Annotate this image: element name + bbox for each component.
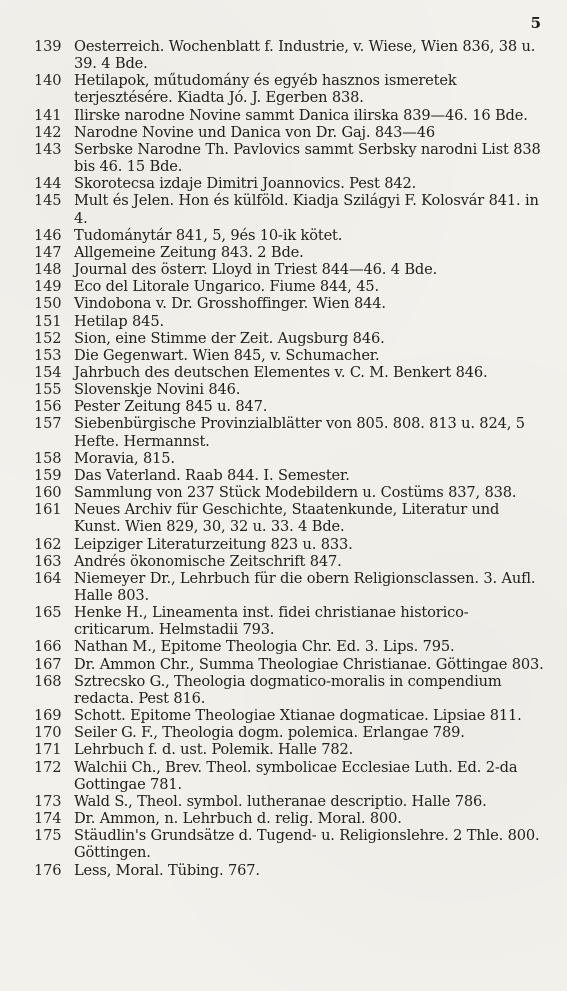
entry-number: 155 — [34, 381, 62, 399]
entry-text: Leipziger Literaturzeitung 823 u. 833. — [74, 535, 353, 553]
entry-text: Tudománytár 841, 5, 9és 10-ik kötet. — [74, 226, 343, 244]
catalog-entry — [34, 484, 550, 501]
catalog-entry — [34, 398, 550, 415]
catalog-entry — [34, 295, 550, 312]
entry-number: 161 — [34, 501, 62, 519]
catalog-entry — [34, 862, 550, 879]
entry-text: Henke H., Lineamenta inst. fidei christianae historico-criticarum. Helmstadii 793. — [74, 604, 469, 639]
catalog-entry — [34, 553, 550, 570]
entry-number: 152 — [34, 329, 62, 347]
catalog-entry — [34, 467, 550, 484]
entry-number: 156 — [34, 398, 62, 416]
entry-text: Dr. Ammon Chr., Summa Theologiae Christianae. Göttingae 803. — [74, 655, 544, 673]
catalog-entry — [34, 261, 550, 278]
entry-number: 149 — [34, 278, 62, 296]
entry-text: Neues Archiv für Geschichte, Staatenkunde, Literatur und Kunst. Wien 829, 30, 32 u. 33. 4 Bde. — [74, 501, 500, 536]
catalog-entry — [34, 741, 550, 758]
catalog-entry — [34, 415, 550, 449]
entry-text: Slovenskje Novini 846. — [74, 381, 241, 399]
entry-text: Hetilap 845. — [74, 312, 164, 330]
entry-text: Niemeyer Dr., Lehrbuch für die obern Religionsclassen. 3. Aufl. Halle 803. — [74, 569, 536, 604]
entry-text: Die Gegenwart. Wien 845, v. Schumacher. — [74, 346, 380, 364]
catalog-entry — [34, 124, 550, 141]
entry-number: 145 — [34, 192, 62, 210]
entry-text: Mult és Jelen. Hon és külföld. Kiadja Szilágyi F. Kolosvár 841. in 4. — [74, 192, 539, 227]
entry-text: Hetilapok, műtudomány és egyéb hasznos ismeretek terjesztésére. Kiadta Jó. J. Egerben 838. — [74, 72, 457, 107]
catalog-entry — [34, 278, 550, 295]
entry-text: Vindobona v. Dr. Grosshoffinger. Wien 844. — [74, 295, 386, 313]
catalog-entry — [34, 638, 550, 655]
entry-number: 142 — [34, 123, 62, 141]
entry-number: 151 — [34, 312, 62, 330]
catalog-entry — [34, 364, 550, 381]
entry-number: 158 — [34, 449, 62, 467]
entry-text: Sammlung von 237 Stück Modebildern u. Costüms 837, 838. — [74, 484, 517, 502]
catalog-entry — [34, 604, 550, 638]
entry-text: Oesterreich. Wochenblatt f. Industrie, v. Wiese, Wien 836, 38 u. 39. 4 Bde. — [74, 38, 536, 73]
entry-number: 176 — [34, 861, 62, 879]
catalog-entry — [34, 724, 550, 741]
catalog-entry — [34, 501, 550, 535]
entry-number: 162 — [34, 535, 62, 553]
entry-number: 160 — [34, 484, 62, 502]
catalog-entry — [34, 570, 550, 604]
entry-text: Walchii Ch., Brev. Theol. symbolicae Ecclesiae Luth. Ed. 2-da Gottingae 781. — [74, 758, 518, 793]
catalog-entry — [34, 450, 550, 467]
entry-text: Lehrbuch f. d. ust. Polemik. Halle 782. — [74, 741, 354, 759]
catalog-entry — [34, 175, 550, 192]
catalog-entry — [34, 72, 550, 106]
catalog-entry — [34, 192, 550, 226]
entry-text: Sztrecsko G., Theologia dogmatico-moralis in compendium redacta. Pest 816. — [74, 672, 502, 707]
catalog-entry — [34, 313, 550, 330]
page-number: 5 — [530, 14, 541, 32]
entry-text: Andrés ökonomische Zeitschrift 847. — [74, 552, 342, 570]
entry-number: 141 — [34, 106, 62, 124]
entry-number: 153 — [34, 346, 62, 364]
entry-number: 168 — [34, 672, 62, 690]
catalog-entry — [34, 536, 550, 553]
entry-text: Dr. Ammon, n. Lehrbuch d. relig. Moral. 800. — [74, 810, 402, 828]
entry-number: 173 — [34, 792, 62, 810]
catalog-entry — [34, 707, 550, 724]
catalog-entry — [34, 38, 550, 72]
entry-text: Moravia, 815. — [74, 449, 175, 467]
entry-text: Skorotecsa izdaje Dimitri Joannovics. Pest 842. — [74, 175, 417, 193]
catalog-entry — [34, 793, 550, 810]
entry-text: Wald S., Theol. symbol. lutheranae descriptio. Halle 786. — [74, 792, 487, 810]
entry-number: 170 — [34, 724, 62, 742]
catalog-entry — [34, 347, 550, 364]
catalog-entry — [34, 330, 550, 347]
entry-text: Schott. Epitome Theologiae Xtianae dogmaticae. Lipsiae 811. — [74, 707, 522, 725]
entry-text: Ilirske narodne Novine sammt Danica ilirska 839—46. 16 Bde. — [74, 106, 528, 124]
entry-text: Stäudlin's Grundsätze d. Tugend- u. Religionslehre. 2 Thle. 800. Göttingen. — [74, 827, 540, 862]
entry-number: 154 — [34, 363, 62, 381]
entry-number: 139 — [34, 38, 62, 55]
catalog-entry — [34, 759, 550, 793]
entry-number: 166 — [34, 638, 62, 656]
entry-text: Seiler G. F., Theologia dogm. polemica. Erlangae 789. — [74, 724, 465, 742]
entry-number: 169 — [34, 707, 62, 725]
entry-number: 157 — [34, 415, 62, 433]
catalog-entry — [34, 141, 550, 175]
entry-number: 144 — [34, 175, 62, 193]
entry-text: Eco del Litorale Ungarico. Fiume 844, 45. — [74, 278, 380, 296]
entry-number: 175 — [34, 827, 62, 845]
entry-text: Narodne Novine und Danica von Dr. Gaj. 843—46 — [74, 123, 436, 141]
entry-text: Siebenbürgische Provinzialblätter von 805. 808. 813 u. 824, 5 Hefte. Hermannst. — [74, 415, 525, 450]
entry-number: 150 — [34, 295, 62, 313]
catalog-entry — [34, 227, 550, 244]
catalog-entry-list — [34, 38, 550, 879]
catalog-entry — [34, 810, 550, 827]
entry-number: 172 — [34, 758, 62, 776]
entry-number: 143 — [34, 140, 62, 158]
entry-number: 148 — [34, 261, 62, 279]
entry-number: 167 — [34, 655, 62, 673]
entry-text: Serbske Narodne Th. Pavlovics sammt Serbsky narodni List 838 bis 46. 15 Bde. — [74, 140, 541, 176]
entry-text: Sion, eine Stimme der Zeit. Augsburg 846. — [74, 329, 385, 347]
entry-text: Jahrbuch des deutschen Elementes v. C. M. Benkert 846. — [74, 363, 488, 381]
entry-number: 147 — [34, 243, 62, 261]
catalog-entry — [34, 827, 550, 861]
entry-text: Nathan M., Epitome Theologia Chr. Ed. 3. Lips. 795. — [74, 638, 455, 656]
entry-text: Allgemeine Zeitung 843. 2 Bde. — [74, 243, 304, 261]
entry-text: Less, Moral. Tübing. 767. — [74, 861, 260, 879]
entry-number: 165 — [34, 604, 62, 622]
entry-text: Pester Zeitung 845 u. 847. — [74, 398, 268, 416]
entry-number: 174 — [34, 810, 62, 828]
catalog-entry — [34, 656, 550, 673]
entry-text: Das Vaterland. Raab 844. I. Semester. — [74, 466, 350, 484]
catalog-entry — [34, 673, 550, 707]
catalog-entry — [34, 381, 550, 398]
entry-number: 159 — [34, 466, 62, 484]
catalog-entry — [34, 107, 550, 124]
entry-number: 163 — [34, 552, 62, 570]
entry-number: 146 — [34, 226, 62, 244]
entry-text: Journal des österr. Lloyd in Triest 844—46. 4 Bde. — [74, 261, 438, 279]
entry-number: 140 — [34, 72, 62, 90]
entry-number: 171 — [34, 741, 62, 759]
catalog-entry — [34, 244, 550, 261]
entry-number: 164 — [34, 569, 62, 587]
